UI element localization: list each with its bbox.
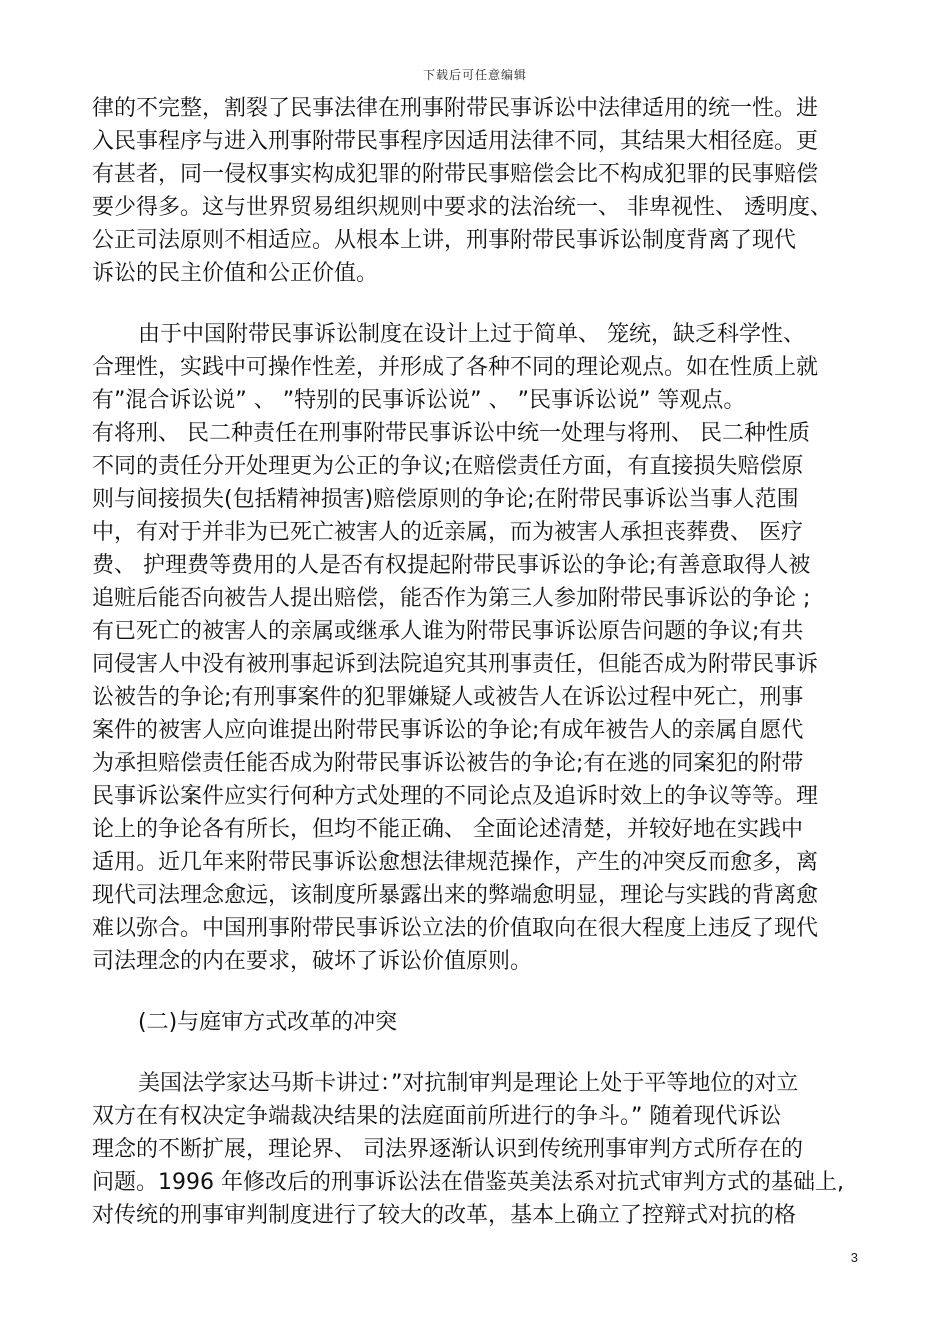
text-line: 理念的不断扩展，理论界、 司法界逐渐认识到传统刑事审判方式所存在的 bbox=[92, 1137, 803, 1162]
section-heading-text: (二)与庭审方式改革的冲突 bbox=[138, 1010, 398, 1035]
text-line: 同侵害人中没有被刑事起诉到法院追究其刑事责任，但能否成为附带民事诉 bbox=[92, 652, 819, 677]
text-line: 公正司法原则不相适应。从根本上讲，刑事附带民事诉讼制度背离了现代 bbox=[92, 228, 797, 253]
text-line: 合理性，实践中可操作性差，并形成了各种不同的理论观点。如在性质上就 bbox=[92, 355, 819, 380]
text-line: 中，有对于并非为已死亡被害人的近亲属，而为被害人承担丧葬费、 医疗 bbox=[92, 520, 803, 545]
text-line: 民事诉讼案件应实行何种方式处理的不同论点及追诉时效上的争议等等。理 bbox=[92, 784, 819, 809]
document-body bbox=[92, 92, 872, 1232]
text-line: 由于中国附带民事诉讼制度在设计上过于简单、 笼统，缺乏科学性、 bbox=[138, 322, 805, 347]
text-line: 有”混合诉讼说” 、 ”特别的民事诉讼说” 、 ”民事诉讼说” 等观点。 bbox=[92, 388, 746, 413]
text-line: 费、 护理费等费用的人是否有权提起附带民事诉讼的争论;有善意取得人被 bbox=[92, 553, 811, 578]
section-heading bbox=[92, 1006, 872, 1039]
paragraph-gap bbox=[92, 290, 872, 318]
text-line: 不同的责任分开处理更为公正的争议;在赔偿责任方面，有直接损失赔偿原 bbox=[92, 454, 804, 479]
text-line: 现代司法理念愈远，该制度所暴露出来的弊端愈明显，理论与实践的背离愈 bbox=[92, 883, 819, 908]
text-line: 美国法学家达马斯卡讲过：”对抗制审判是理论上处于平等地位的对立 bbox=[138, 1071, 799, 1096]
text-line: 则与间接损失(包括精神损害)赔偿原则的争论;在附带民事诉讼当事人范围 bbox=[92, 487, 799, 512]
text-line: 对传统的刑事审判制度进行了较大的改革，基本上确立了控辩式对抗的格 bbox=[92, 1203, 797, 1228]
paragraph-2 bbox=[92, 318, 872, 978]
text-line: 论上的争论各有所长，但均不能正确、 全面论述清楚，并较好地在实践中 bbox=[92, 817, 803, 842]
text-line: 讼被告的争论;有刑事案件的犯罪嫌疑人或被告人在诉讼过程中死亡，刑事 bbox=[92, 685, 804, 710]
paragraph-3 bbox=[92, 1067, 872, 1232]
text-line: 律的不完整，割裂了民事法律在刑事附带民事诉讼中法律适用的统一性。进 bbox=[92, 96, 819, 121]
page-number: 3 bbox=[850, 1250, 858, 1265]
text-line: 要少得多。这与世界贸易组织规则中要求的法治统一、 非卑视性、 透明度、 bbox=[92, 195, 832, 220]
text-line: 为承担赔偿责任能否成为附带民事诉讼被告的争论;有在逃的同案犯的附带 bbox=[92, 751, 804, 776]
text-line: 入民事程序与进入刑事附带民事程序因适用法律不同，其结果大相径庭。更 bbox=[92, 129, 819, 154]
page-header: 下载后可任意编辑 bbox=[422, 68, 527, 82]
text-line: 追赃后能否向被告人提出赔偿，能否作为第三人参加附带民事诉讼的争论 ; bbox=[92, 586, 811, 611]
text-line: 适用。近几年来附带民事诉讼愈想法律规范操作，产生的冲突反而愈多，离 bbox=[92, 850, 819, 875]
text-line: 案件的被害人应向谁提出附带民事诉讼的争论;有成年被告人的亲属自愿代 bbox=[92, 718, 804, 743]
text-line: 司法理念的内在要求，破坏了诉讼价值原则。 bbox=[92, 949, 533, 974]
paragraph-gap bbox=[92, 1039, 872, 1067]
paragraph-1 bbox=[92, 92, 872, 290]
text-line: 诉讼的民主价值和公正价值。 bbox=[92, 261, 379, 286]
text-line: 有甚者，同一侵权事实构成犯罪的附带民事赔偿会比不构成犯罪的民事赔偿 bbox=[92, 162, 819, 187]
text-line: 难以弥合。中国刑事附带民事诉讼立法的价值取向在很大程度上违反了现代 bbox=[92, 916, 819, 941]
text-line: 有已死亡的被害人的亲属或继承人谁为附带民事诉讼原告问题的争议;有共 bbox=[92, 619, 804, 644]
paragraph-gap bbox=[92, 978, 872, 1006]
text-line: 双方在有权决定争端裁决结果的法庭面前所进行的争斗。” 随着现代诉讼 bbox=[92, 1104, 782, 1129]
text-line: 问题。1996 年修改后的刑事诉讼法在借鉴英美法系对抗式审判方式的基础上, bbox=[92, 1170, 844, 1195]
text-line: 有将刑、 民二种责任在刑事附带民事诉讼中统一处理与将刑、 民二种性质 bbox=[92, 421, 810, 446]
